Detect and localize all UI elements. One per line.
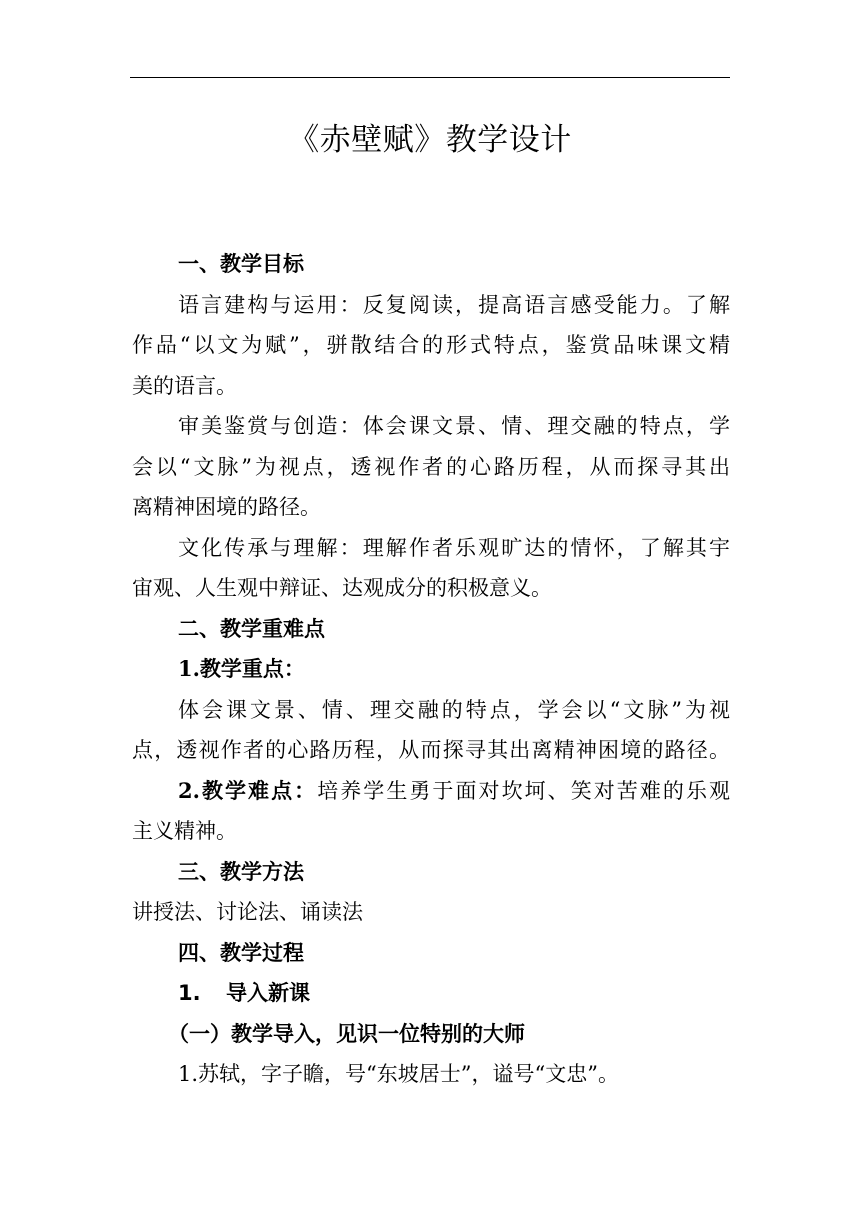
paragraph-line: 文化传承与理解：理解作者乐观旷达的情怀，了解其宇 — [178, 535, 730, 560]
section-heading-process: 四、教学过程 — [178, 940, 304, 965]
section-heading-methods: 三、教学方法 — [178, 859, 304, 884]
paragraph-line: 会以“文脉”为视点，透视作者的心路历程，从而探寻其出 — [132, 454, 730, 479]
section-heading-key-points: 二、教学重难点 — [178, 616, 325, 641]
section-heading-objectives: 一、教学目标 — [178, 252, 304, 276]
document-title: 《赤壁赋》教学设计 — [288, 122, 572, 158]
header-rule — [130, 77, 730, 78]
subsection-heading: （一）教学导入，见识一位特别的大师 — [168, 1020, 525, 1046]
step-heading — [132, 973, 730, 1014]
paragraph-line: 体会课文景、情、理交融的特点，学会以“文脉”为视 — [178, 697, 730, 722]
list-item: 1.苏轼，字子瞻，号“东坡居士”，谥号“文忠”。 — [178, 1062, 619, 1086]
difficulty-text: 培养学生勇于面对坎坷、笑对苦难的乐观 — [317, 778, 730, 803]
document-body — [132, 244, 730, 1095]
paragraph-line: 作品“以文为赋”，骈散结合的形式特点，鉴赏品味课文精 — [132, 333, 730, 357]
key-point-label: 1.教学重点： — [178, 656, 305, 681]
paragraph-line: 审美鉴赏与创造：体会课文景、情、理交融的特点，学 — [178, 414, 730, 438]
methods-text: 讲授法、讨论法、诵读法 — [132, 900, 363, 924]
difficulty-line — [132, 771, 730, 812]
step-number: 1. — [178, 981, 201, 1005]
paragraph-line: 美的语言。 — [132, 373, 237, 398]
paragraph-line: 主义精神。 — [132, 819, 237, 843]
paragraph-line: 点，透视作者的心路历程，从而探寻其出离精神困境的路径。 — [132, 738, 730, 762]
step-title: 导入新课 — [226, 981, 310, 1005]
paragraph-line: 语言建构与运用：反复阅读，提高语言感受能力。了解 — [178, 292, 730, 317]
paragraph-line: 离精神困境的路径。 — [132, 495, 321, 519]
difficulty-label: 2.教学难点： — [178, 777, 318, 803]
paragraph-line: 宙观、人生观中辩证、达观成分的积极意义。 — [132, 576, 552, 600]
